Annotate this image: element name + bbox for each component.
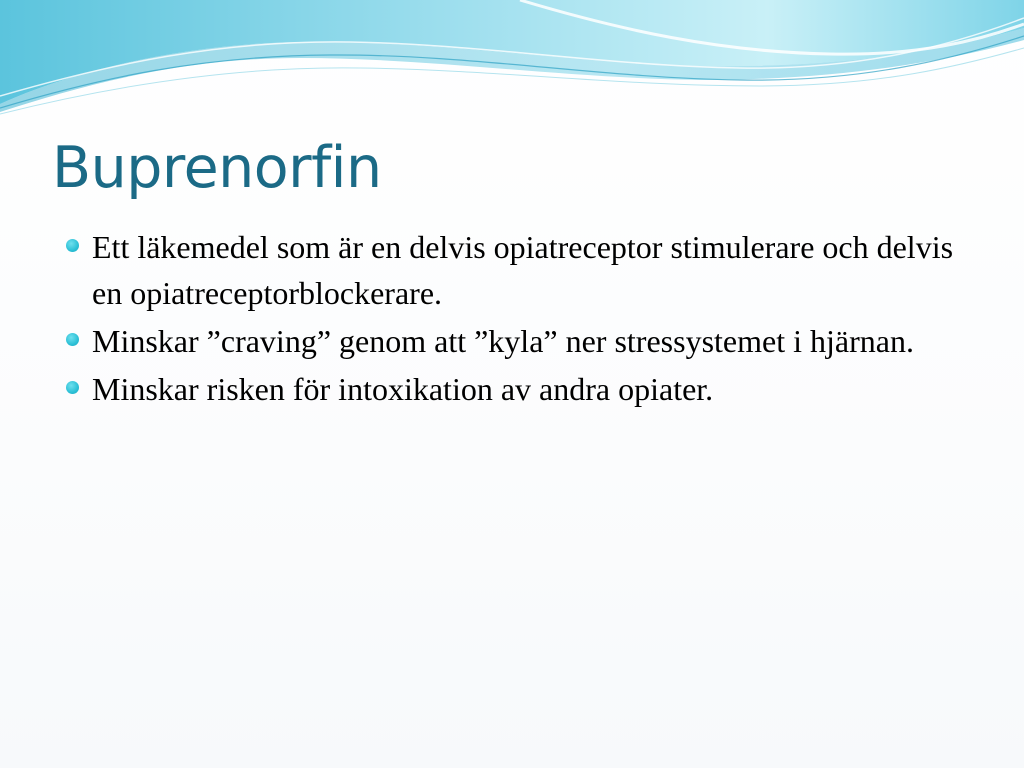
bullet-item xyxy=(62,224,962,316)
bullet-item xyxy=(62,318,962,364)
circle-bullet-icon xyxy=(66,333,79,346)
bullet-list xyxy=(62,224,962,414)
circle-bullet-icon xyxy=(66,239,79,252)
bullet-item xyxy=(62,366,962,412)
bullet-text: Minskar ”craving” genom att ”kyla” ner stressystemet i hjärnan. xyxy=(92,323,914,359)
bullet-text: Ett läkemedel som är en delvis opiatreceptor stimulerare och delvis en opiatreceptorblockerare. xyxy=(92,229,954,311)
header-wave-decoration xyxy=(0,0,1024,120)
circle-bullet-icon xyxy=(66,381,79,394)
slide-title: Buprenorfin xyxy=(52,135,382,201)
bullet-text: Minskar risken för intoxikation av andra opiater. xyxy=(92,371,714,407)
